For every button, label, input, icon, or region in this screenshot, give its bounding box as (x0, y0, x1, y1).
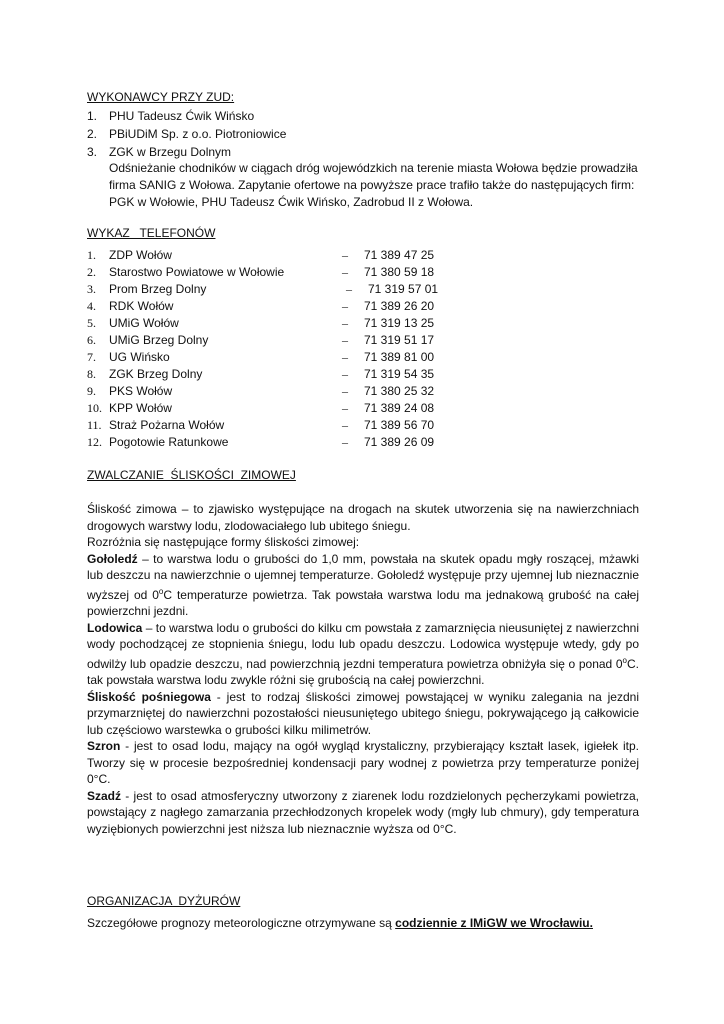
contractor-name: PBiUDiM Sp. z o.o. Piotroniowice (109, 127, 287, 141)
phone-list (87, 247, 487, 451)
term-paragraph (87, 788, 639, 838)
list-number: 1. (87, 109, 98, 123)
institution-name: Prom Brzeg Dolny (109, 282, 207, 296)
institution-name: ZGK Brzeg Dolny (109, 367, 203, 381)
slippery-heading: ZWALCZANIE ŚLISKOŚCI ZIMOWEJ (87, 468, 296, 482)
term-definition: – to warstwa lodu o grubości do 1,0 mm, powstała na skutek opadu mgły roszącej, mżawki lub deszczu na nawierzchnie o ujemnej temperaturze. Gołoledź występuje przy ujemnej lub nieznacznie wyższej od 0 (87, 551, 639, 602)
phone-number: 71 389 26 20 (364, 299, 435, 313)
row-number: 2. (87, 265, 96, 279)
phone-row (87, 264, 487, 281)
term-definition: - jest to osad atmosferyczny utworzony z ziarenek lodu rozdzielonych pęcherzykami powietrza, powstający z nagłego zamarzania przechłodzonych kropelek wody (mgły lub chmury), gdy temperatura wyziębionych powierzchni jest niższa lub nieznacznie wyższa od 0°C. (87, 788, 639, 836)
dash: – (342, 350, 348, 364)
phone-row (87, 383, 487, 400)
phone-number: 71 380 59 18 (364, 265, 435, 279)
phone-row (87, 366, 487, 383)
dash: – (342, 333, 348, 347)
contractors-list (87, 108, 639, 211)
dash: – (342, 248, 348, 262)
duty-emphasis: codziennie z IMiGW we Wrocławiu. (395, 916, 593, 930)
dash: – (342, 316, 348, 330)
dash: – (342, 367, 348, 381)
term-paragraph (87, 738, 639, 788)
phone-number: 71 389 81 00 (364, 350, 435, 364)
list-number: 3. (87, 145, 98, 159)
term-label: Szadź (87, 788, 122, 803)
term-label: Gołoledź (87, 551, 138, 566)
term-paragraph (87, 620, 639, 689)
term-definition-cont: C. tak powstała warstwa lodu zwykle różni się grubością na całej powierzchni. (87, 656, 639, 687)
phone-row (87, 434, 487, 451)
phone-number: 71 380 25 32 (364, 384, 435, 398)
phone-number: 71 389 24 08 (364, 401, 435, 415)
contractor-name: ZGK w Brzegu Dolnym (109, 145, 232, 159)
term-definition: – to warstwa lodu o grubości do kilku cm powstała z zamarznięcia nieusuniętej z nawierzchni wody pochodzącej ze stopnienia śniegu, lodu lub opadu deszczu. Lodowica występuje wtedy, gdy po odwilży lub opadzie deszczu, nad powierzchnią jezdni temperatura powietrza obniżyła się o ponad 0 (87, 620, 639, 671)
institution-name: Straż Pożarna Wołów (109, 418, 225, 432)
slippery-intro: Śliskość zimowa – to zjawisko występujące na drogach na skutek utworzenia się na nawierzchniach drogowych warstwy lodu, zlodowaciałego lub ubitego śniegu. (87, 502, 639, 533)
institution-name: KPP Wołów (109, 401, 172, 415)
phone-row (87, 417, 487, 434)
row-number: 5. (87, 316, 96, 330)
term-paragraph (87, 689, 639, 739)
phone-row (87, 349, 487, 366)
phone-number: 71 319 51 17 (364, 333, 435, 347)
dash: – (342, 418, 348, 432)
degree-sup: o (158, 586, 164, 596)
term-definition: - jest to osad lodu, mający na ogół wygląd krystaliczny, przybierający kształt lasek, igiełek itp. Tworzy się w procesie bezpośredniej kondensacji pary wodnej z powietrza przy temperaturze poniżej 0°C. (87, 739, 639, 786)
term-label: Śliskość pośniegowa (87, 689, 211, 704)
duty-text: Szczegółowe prognozy meteorologiczne otrzymywane są (87, 916, 396, 930)
institution-name: RDK Wołów (109, 299, 174, 313)
row-number: 4. (87, 299, 96, 313)
institution-name: UMiG Wołów (109, 316, 179, 330)
institution-name: UMiG Brzeg Dolny (109, 333, 209, 347)
phone-row (87, 400, 487, 417)
phone-row (87, 315, 487, 332)
institution-name: UG Wińsko (109, 350, 170, 364)
term-definition-cont: C temperaturze powietrza. Tak powstała warstwa lodu ma jednakową grubość na całej powierzchni jezdni. (87, 587, 639, 618)
term-label: Szron (87, 739, 121, 753)
dash: – (342, 299, 348, 313)
row-number: 6. (87, 333, 96, 347)
phones-heading: WYKAZ TELEFONÓW (87, 226, 216, 240)
term-paragraph (87, 551, 639, 620)
list-item (87, 144, 639, 211)
phone-row (87, 281, 487, 298)
row-number: 9. (87, 384, 96, 398)
list-number: 2. (87, 127, 98, 141)
phone-number: 71 319 57 01 (368, 282, 439, 296)
row-number: 1. (87, 248, 96, 262)
contractors-heading: WYKONAWCY PRZY ZUD: (87, 90, 235, 104)
row-number: 11. (87, 418, 102, 432)
phone-number: 71 319 13 25 (364, 316, 435, 330)
row-number: 8. (87, 367, 96, 381)
phone-row (87, 247, 487, 264)
institution-name: ZDP Wołów (109, 248, 172, 262)
phone-number: 71 389 47 25 (364, 248, 435, 262)
phone-number: 71 389 56 70 (364, 418, 435, 432)
dash: – (342, 401, 348, 415)
institution-name: Pogotowie Ratunkowe (109, 435, 229, 449)
term-label: Lodowica (87, 620, 143, 635)
dash: – (342, 384, 348, 398)
phone-row (87, 298, 487, 315)
phone-row (87, 332, 487, 349)
phone-number: 71 389 26 09 (364, 435, 435, 449)
row-number: 7. (87, 350, 96, 364)
institution-name: Starostwo Powiatowe w Wołowie (109, 265, 285, 279)
slippery-section (87, 501, 639, 837)
duty-heading: ORGANIZACJA DYŻURÓW (87, 894, 241, 908)
contractor-name: PHU Tadeusz Ćwik Wińsko (109, 109, 255, 123)
duty-paragraph (87, 915, 639, 932)
degree-sup: o (622, 655, 627, 665)
list-item (87, 126, 639, 142)
list-item (87, 108, 639, 124)
forms-intro: Rozróżnia się następujące formy śliskości zimowej: (87, 535, 360, 549)
row-number: 12. (87, 435, 102, 449)
term-definition: - jest to rodzaj śliskości zimowej powstającej w wyniku zalegania na jezdni przymarzniętej do nawierzchni pozostałości nieusuniętego ubitego śniegu, pokrywającego ją całkowicie lub częściowo warstewka o grubości kilku milimetrów. (87, 689, 639, 737)
dash: – (342, 435, 348, 449)
row-number: 10. (87, 401, 102, 415)
dash: – (346, 282, 352, 296)
row-number: 3. (87, 282, 96, 296)
dash: – (342, 265, 348, 279)
phone-number: 71 319 54 35 (364, 367, 435, 381)
institution-name: PKS Wołów (109, 384, 173, 398)
contractor-note: Odśnieżanie chodników w ciągach dróg wojewódzkich na terenie miasta Wołowa będzie prowadziła firma SANIG z Wołowa. Zapytanie ofertowe na powyższe prace trafiło także do następujących firm: PGK w Wołowie, PHU Tadeusz Ćwik Wińsko, Zadrobud II z Wołowa. (109, 161, 638, 209)
